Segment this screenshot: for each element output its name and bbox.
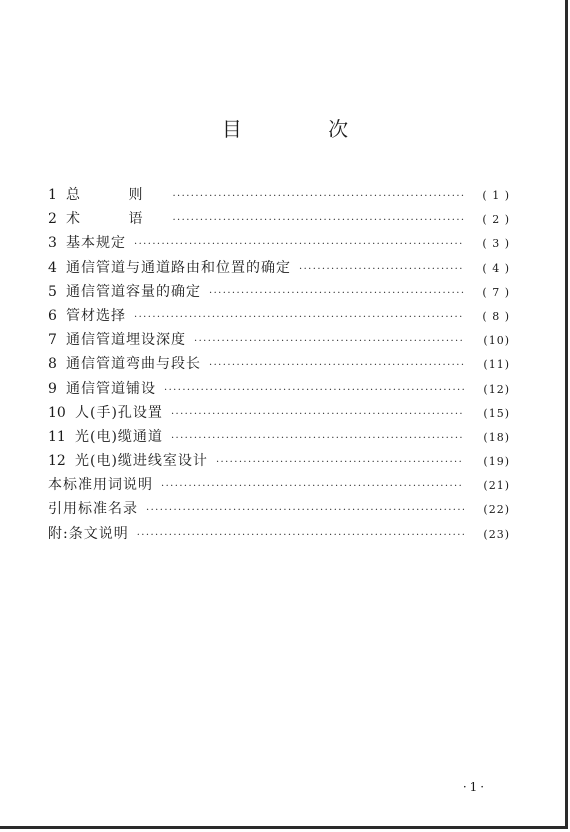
dot-leader [171,433,464,444]
toc-entry-page: ( 3 ) [482,237,510,251]
toc-entry-capacity[interactable] [48,281,510,305]
toc-entry-label: 光(电)缆进线室设计 [75,453,208,470]
toc-entry-page: ( 7 ) [482,285,510,299]
dot-leader [216,457,464,468]
dot-leader [172,215,464,226]
toc-entry-page: (19) [483,455,510,469]
dot-leader [134,312,464,323]
toc-entry-explanation[interactable] [48,523,510,547]
toc-entry-basic-rules[interactable] [48,232,510,256]
toc-entry-label: 基本规定 [66,235,126,252]
toc-entry-number: 9 [48,380,57,397]
toc-entry-page: (11) [483,358,510,372]
toc-entry-number: 7 [48,332,57,349]
toc-entry-entrance-room[interactable] [48,450,510,474]
toc-entry-page: ( 4 ) [482,261,510,275]
toc-entry-page: (12) [483,382,510,396]
toc-entry-general[interactable] [48,184,510,208]
toc-entry-page: (10) [483,334,510,348]
toc-entry-cable-channel[interactable] [48,426,510,450]
toc-entry-label: 通信管道埋设深度 [66,332,186,349]
toc-entry-number: 8 [48,356,57,373]
toc-entry-number: 4 [48,259,57,276]
page-number: ·1· [462,780,488,794]
dot-leader [209,288,464,299]
toc-entry-number: 3 [48,235,57,252]
toc-entry-manholes[interactable] [48,402,510,426]
toc-entry-bending[interactable] [48,353,510,377]
toc-entry-label: 通信管道弯曲与段长 [66,356,201,373]
toc-entry-number: 11 [48,428,66,445]
toc-entry-wording[interactable] [48,474,510,498]
toc-entry-label: 引用标准名录 [48,501,138,518]
dot-leader [134,239,464,250]
toc-entry-page: ( 2 ) [482,213,510,227]
dot-leader [137,530,464,541]
toc-entry-number: 10 [48,404,66,421]
toc-entry-references[interactable] [48,498,510,522]
toc-entry-page: (21) [483,479,510,493]
toc-entry-terms[interactable] [48,208,510,232]
dot-leader [161,481,464,492]
dot-leader [194,336,464,347]
toc-entry-number: 6 [48,307,57,324]
toc-entry-depth[interactable] [48,329,510,353]
dot-leader [299,264,464,275]
toc-entry-number: 12 [48,453,66,470]
toc-entry-label: 总 则 [66,187,165,203]
dot-leader [172,191,464,202]
toc-entry-label: 本标准用词说明 [48,477,153,494]
dot-leader [164,385,464,396]
toc-entry-label: 术 语 [66,211,165,228]
toc-entry-number: 5 [48,283,57,300]
toc-entry-page: (23) [483,527,510,541]
dot-leader [209,360,464,371]
toc-title: 目 次 [221,117,389,141]
toc-entry-label: 通信管道与通道路由和位置的确定 [66,259,291,276]
toc-entry-page: (22) [483,503,510,517]
toc-entry-label: 附:条文说明 [48,525,129,542]
toc-entry-page: ( 1 ) [482,189,510,202]
table-of-contents [48,184,510,547]
toc-entry-label: 通信管道容量的确定 [66,283,201,300]
dot-leader [146,505,464,516]
toc-entry-label: 通信管道铺设 [66,380,156,397]
toc-entry-page: (18) [483,430,510,444]
toc-entry-number: 1 [48,187,57,203]
toc-entry-laying[interactable] [48,378,510,402]
toc-entry-label: 光(电)缆通道 [75,428,163,445]
toc-entry-number: 2 [48,211,57,228]
toc-entry-label: 管材选择 [66,307,126,324]
dot-leader [171,409,464,420]
toc-entry-materials[interactable] [48,305,510,329]
toc-entry-page: (15) [483,406,510,420]
toc-entry-page: ( 8 ) [482,309,510,323]
toc-entry-route[interactable] [48,257,510,281]
toc-entry-label: 人(手)孔设置 [75,404,163,421]
